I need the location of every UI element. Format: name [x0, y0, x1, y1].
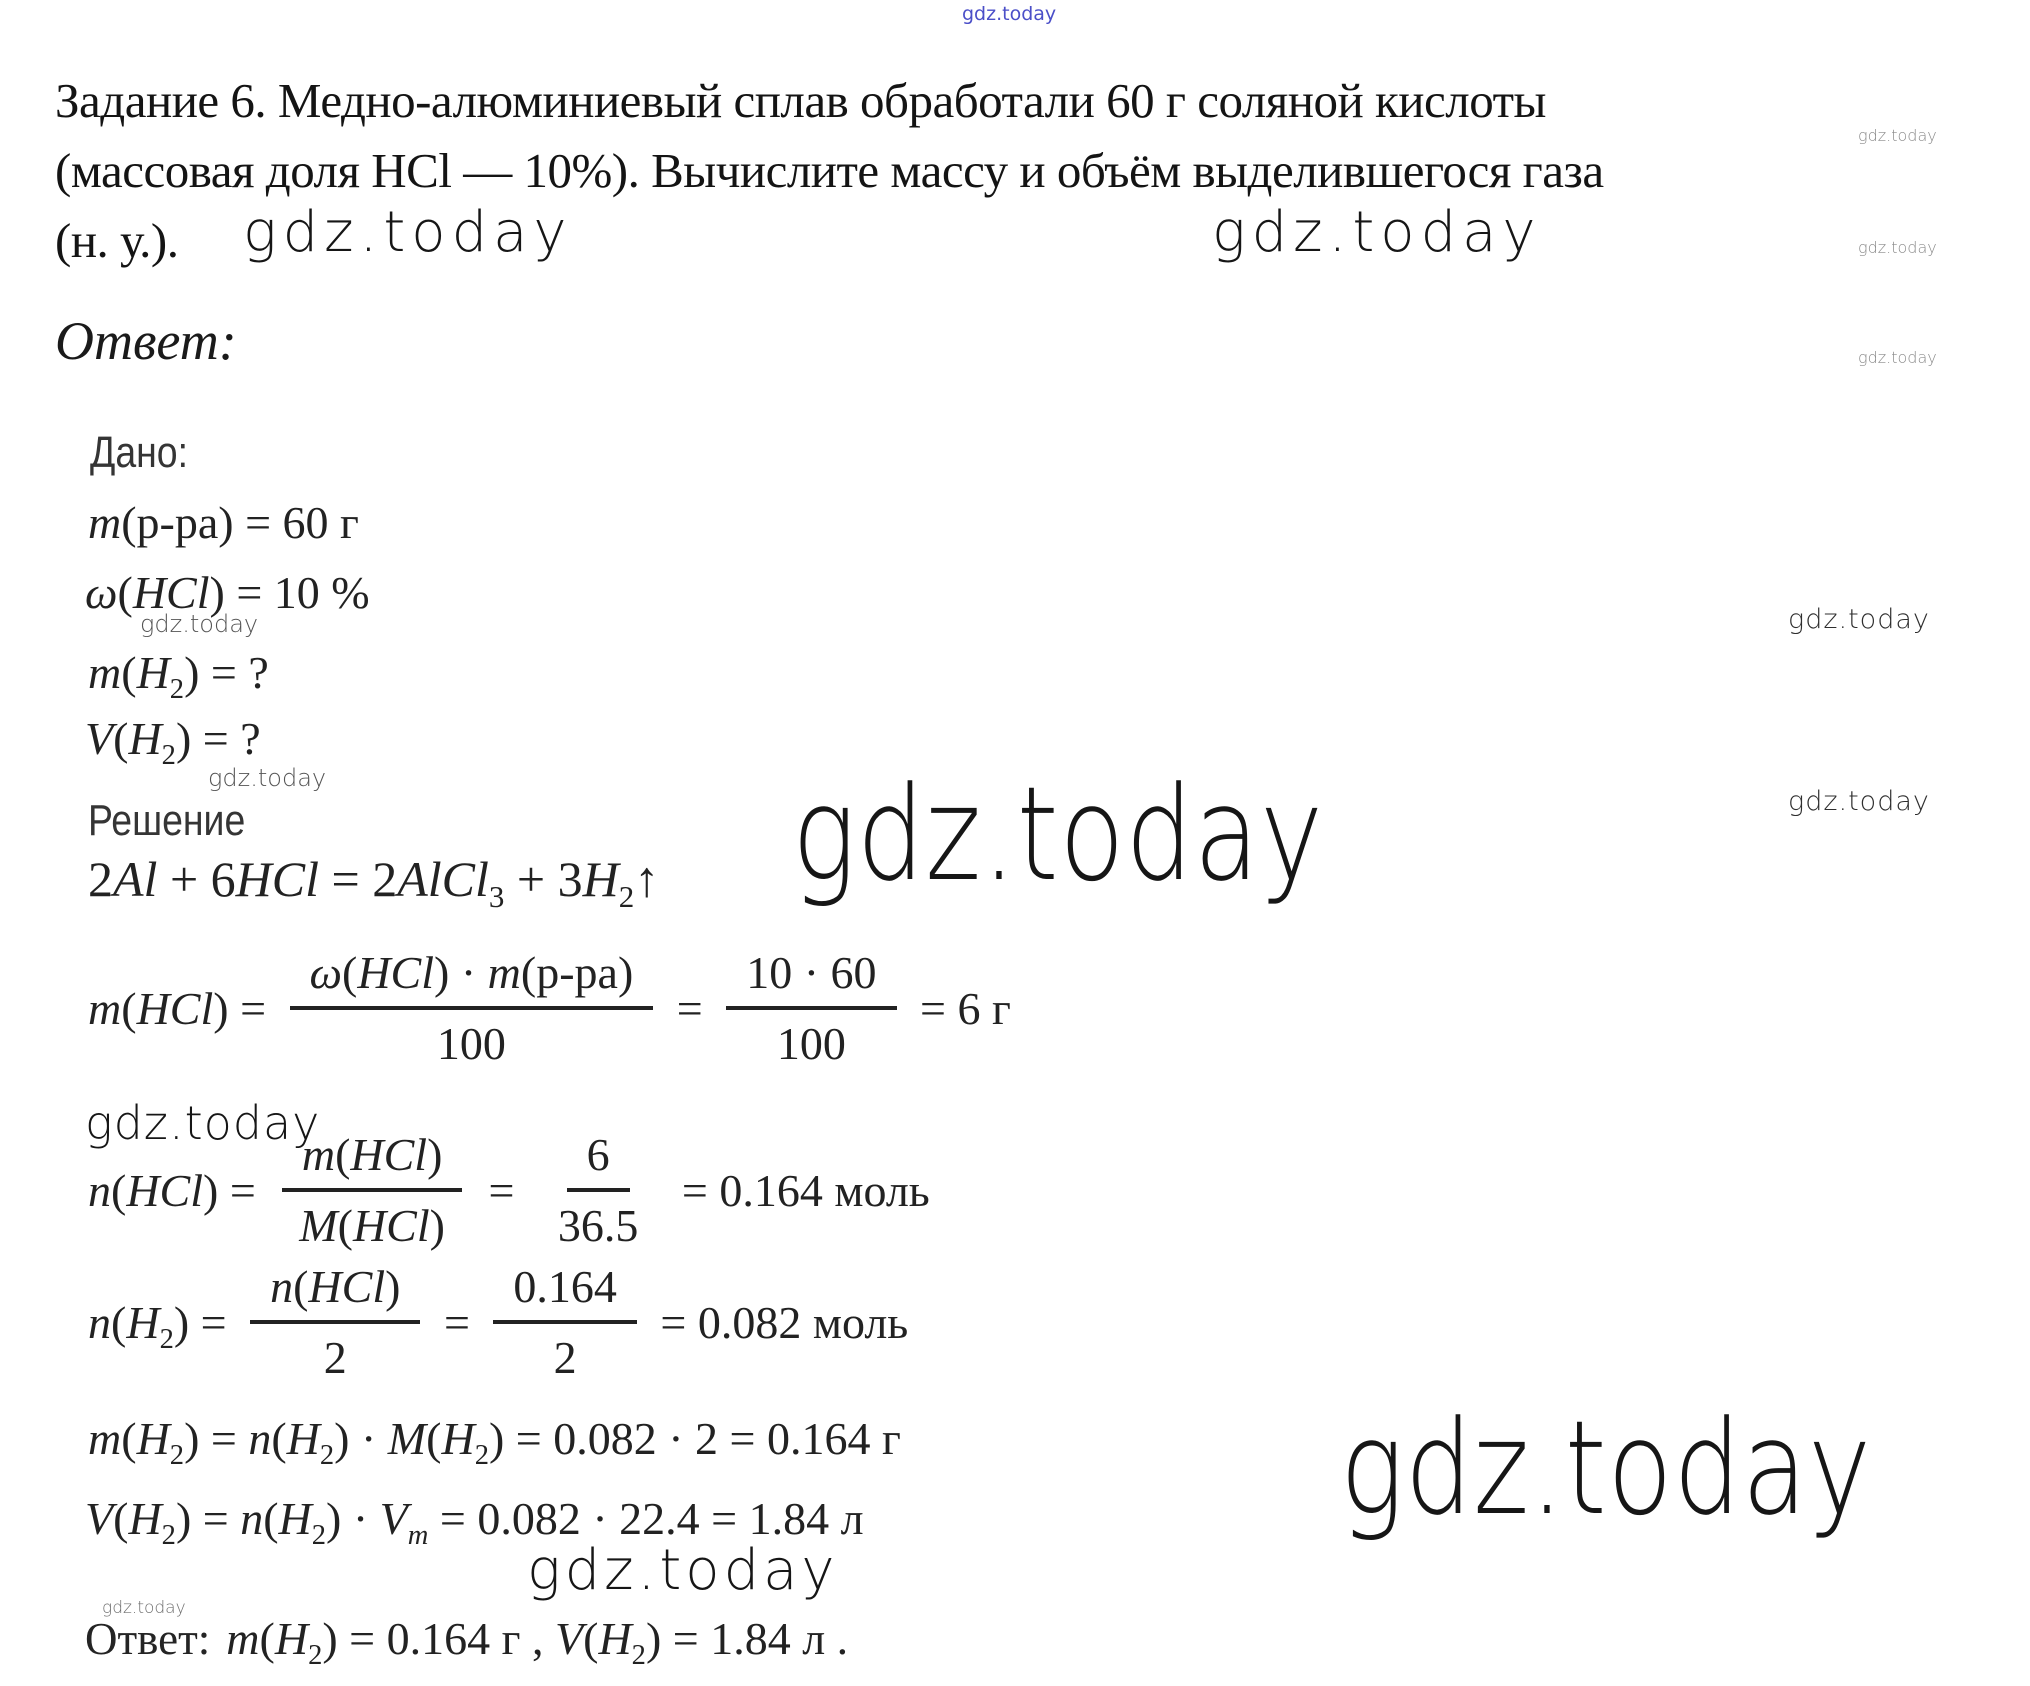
final-answer-label: Ответ:	[85, 1614, 211, 1664]
fraction	[538, 1128, 659, 1252]
answer-section-label: Ответ:	[55, 311, 237, 371]
watermark: gdz.today	[102, 1598, 186, 1618]
reaction-equation: 2Al + 6HCl = 2AlCl$_3$ + $3H_2↑$	[88, 851, 660, 914]
fraction	[279, 1128, 465, 1252]
problem-title-line-3: (н. у.).	[55, 213, 179, 268]
watermark: gdz.today	[792, 758, 1324, 910]
watermark: gdz.today	[1788, 604, 1930, 635]
final-answer	[85, 1612, 849, 1672]
problem-title-line-2: (массовая доля HCl — 10%). Вычислите массу и объём выделившегося газа	[55, 143, 1604, 198]
watermark: gdz.today	[1858, 126, 1937, 145]
final-answer-formula: $m(H_2) = 0.164$ г , $V(H_2) = 1.84$ л .	[226, 1613, 849, 1672]
fraction-denominator: 100	[436, 1018, 506, 1069]
watermark: gdz.today	[962, 3, 1057, 25]
watermark: gdz.today	[208, 764, 327, 792]
fraction-numerator: n(HCl)	[250, 1260, 420, 1324]
fraction	[290, 946, 654, 1070]
solution-label: Решение	[88, 796, 246, 845]
formula-n-h2-result: = 0.082 моль	[648, 1296, 909, 1348]
watermark: gdz.today	[1788, 786, 1930, 817]
equals-sign: =	[476, 1164, 526, 1216]
fraction	[726, 946, 896, 1070]
fraction-denominator: M(HCl)	[299, 1200, 445, 1251]
watermark: gdz.today	[1858, 348, 1937, 367]
given-mass-h2: $m(H_2)$ = ?	[88, 647, 269, 706]
formula-m-hcl	[88, 942, 1011, 1074]
fraction-denominator: 2	[323, 1332, 347, 1383]
watermark: gdz.today	[85, 1096, 321, 1150]
fraction-numerator: m(HCl)	[282, 1128, 463, 1192]
fraction-numerator: ω(HCl) · m(р-ра)	[290, 946, 654, 1010]
equals-sign: =	[432, 1296, 482, 1348]
formula-n-hcl-result: = 0.164 моль	[670, 1164, 930, 1216]
fraction-denominator: 36.5	[557, 1200, 639, 1251]
fraction	[493, 1260, 637, 1384]
given-omega-hcl: ω(HCl) = 10 %	[85, 567, 370, 618]
given-volume-h2: $V(H_2)$ = ?	[85, 713, 261, 772]
watermark: gdz.today	[1212, 200, 1542, 265]
formula-m-hcl-lhs: m(HCl) =	[88, 982, 278, 1034]
given-label: Дано:	[90, 428, 188, 477]
watermark: gdz.today	[140, 610, 259, 638]
fraction-numerator: 10 · 60	[726, 946, 896, 1010]
formula-n-h2	[88, 1256, 908, 1388]
formula-n-hcl	[88, 1124, 930, 1256]
formula-v-h2: $V(H_2) = n(H_2) \cdot V_m = 0.082 \cdot 22.4 = 1.84$ л	[85, 1493, 864, 1552]
formula-n-hcl-lhs: n(HCl) =	[88, 1164, 268, 1216]
fraction-numerator: 6	[567, 1128, 630, 1192]
equals-sign: =	[665, 982, 715, 1034]
problem-title-line-1: Задание 6. Медно-алюминиевый сплав обработали 60 г соляной кислоты	[55, 73, 1546, 128]
fraction-numerator: 0.164	[493, 1260, 637, 1324]
fraction-denominator: 100	[776, 1018, 846, 1069]
fraction-denominator: 2	[553, 1332, 577, 1383]
formula-n-h2-lhs: $n(H_2)$ =	[88, 1296, 239, 1355]
formula-m-hcl-result: = 6 г	[908, 982, 1011, 1034]
watermark: gdz.today	[527, 1538, 839, 1603]
watermark: gdz.today	[243, 200, 573, 265]
formula-m-h2: $m(H_2) = n(H_2) \cdot M(H_2) = 0.082 \cdot 2 = 0.164$ г	[88, 1413, 901, 1472]
given-mass-solution: m(р-ра) = 60 г	[88, 497, 359, 548]
fraction	[250, 1260, 420, 1384]
watermark: gdz.today	[1858, 238, 1937, 257]
watermark: gdz.today	[1340, 1392, 1872, 1544]
